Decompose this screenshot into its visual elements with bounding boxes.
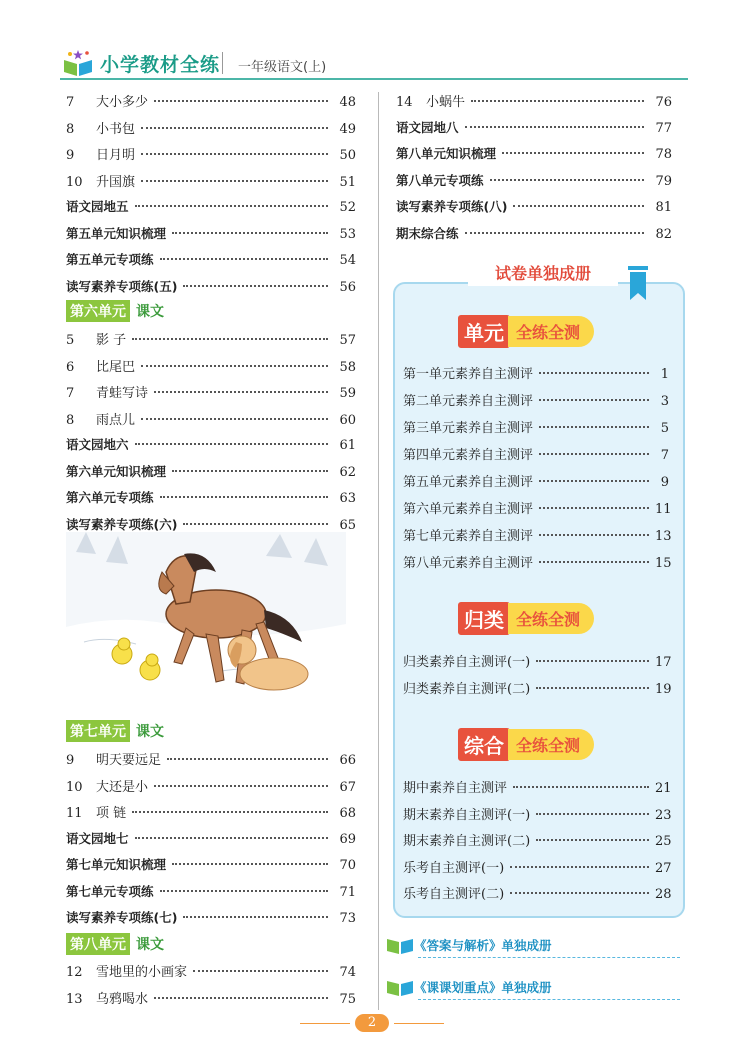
page-number: 2: [355, 1014, 389, 1032]
dot-leader: [154, 391, 328, 393]
dot-leader: [132, 338, 328, 340]
toc-entry: [403, 498, 672, 518]
book-icon: [386, 935, 414, 955]
entry-page: 59: [339, 386, 356, 401]
entry-title: 乐考自主测评(二): [403, 887, 505, 902]
badge-unit-tests: [458, 314, 594, 348]
entry-page: 78: [655, 147, 672, 162]
entry-page: 74: [339, 965, 356, 980]
note-dashed-line: [418, 957, 680, 958]
entry-page: 58: [339, 359, 356, 375]
toc-entry: [66, 802, 356, 822]
entry-page: 69: [339, 831, 356, 847]
entry-title: 第八单元素养自主测评: [403, 556, 534, 571]
entry-number: 11: [66, 806, 83, 821]
toc-entry: [403, 883, 672, 903]
entry-page: 54: [339, 253, 356, 268]
dot-leader: [135, 443, 328, 445]
toc-entry: [403, 651, 672, 671]
toc-entry: [66, 488, 356, 508]
toc-entry: [66, 144, 356, 164]
entry-title: 升国旗: [96, 174, 136, 190]
dot-leader: [167, 758, 328, 760]
entry-title: 期末素养自主测评(二): [403, 834, 531, 849]
dot-leader: [154, 785, 328, 787]
bookmark-icon: [628, 266, 648, 300]
toc-entry: [66, 197, 356, 217]
entry-title: 归类素养自主测评(二): [403, 682, 531, 697]
toc-entry: [403, 390, 669, 410]
dot-leader: [539, 372, 649, 374]
toc-entry: [66, 961, 356, 981]
entry-title: 语文园地八: [396, 119, 459, 135]
badge-main: 归类: [458, 602, 510, 635]
entry-page: 51: [339, 174, 356, 190]
dot-leader: [135, 837, 328, 839]
entry-page: 56: [339, 279, 356, 295]
dot-leader: [160, 890, 328, 892]
entry-page: 76: [655, 95, 672, 110]
entry-page: 61: [339, 438, 356, 453]
entry-page: 11: [655, 502, 672, 517]
entry-title: 小书包: [96, 121, 136, 137]
page-line-right: [394, 1023, 444, 1024]
entry-title: 项 链: [96, 806, 127, 821]
toc-entry: [396, 171, 672, 191]
entry-number: 14: [396, 95, 413, 110]
dot-leader: [536, 660, 649, 662]
entry-title: 读写素养专项练(八): [396, 199, 508, 214]
page-line-left: [300, 1023, 350, 1024]
entry-page: 23: [655, 807, 672, 823]
dot-leader: [510, 866, 649, 868]
column-divider: [378, 92, 379, 1010]
dot-leader: [513, 205, 644, 207]
toc-entry: [66, 988, 356, 1008]
entry-page: 63: [339, 491, 356, 506]
toc-entry: [403, 830, 672, 850]
dot-leader: [141, 418, 328, 420]
entry-page: 17: [655, 655, 672, 670]
toc-entry: [66, 277, 356, 297]
dot-leader: [141, 180, 328, 182]
entry-title: 明天要远足: [96, 753, 162, 768]
dot-leader: [536, 839, 649, 841]
entry-page: 21: [655, 781, 672, 796]
dot-leader: [539, 534, 649, 536]
section-unit-eight: [66, 933, 164, 955]
toc-entry: [66, 749, 356, 769]
entry-page: 25: [655, 834, 672, 849]
entry-page: 71: [339, 884, 356, 900]
note-text: 《课课划重点》单独成册: [414, 980, 552, 995]
badge-main: 单元: [458, 315, 510, 348]
dot-leader: [465, 232, 644, 234]
toc-entry: [403, 678, 672, 698]
dot-leader: [539, 507, 649, 509]
entry-number: 9: [66, 148, 75, 163]
dot-leader: [172, 863, 328, 865]
dot-leader: [172, 470, 328, 472]
toc-entry: [66, 250, 356, 270]
badge-sub: 全练全测: [508, 316, 594, 347]
toc-entry: [66, 776, 356, 796]
entry-page: 57: [339, 333, 356, 348]
entry-number: 8: [66, 121, 75, 137]
entry-page: 62: [339, 464, 356, 480]
entry-number: 9: [66, 753, 75, 768]
entry-title: 期末综合练: [396, 225, 459, 241]
entry-page: 28: [655, 887, 672, 902]
entry-title: 第六单元专项练: [66, 490, 154, 505]
toc-entry: [396, 197, 672, 217]
dot-leader: [490, 179, 644, 181]
entry-page: 67: [339, 779, 356, 795]
entry-title: 雪地里的小画家: [96, 965, 188, 980]
badge-category-tests: [458, 601, 594, 635]
badge-sub: 全练全测: [508, 729, 594, 760]
entry-number: 10: [66, 174, 83, 190]
toc-entry: [66, 462, 356, 482]
toc-entry: [66, 435, 356, 455]
entry-title: 第三单元素养自主测评: [403, 421, 534, 436]
entry-title: 语文园地六: [66, 437, 129, 452]
entry-title: 小蜗牛: [426, 95, 466, 110]
entry-page: 82: [655, 226, 672, 242]
entry-page: 5: [660, 421, 669, 436]
toc-entry: [403, 777, 672, 797]
dot-leader: [183, 285, 328, 287]
entry-title: 第六单元素养自主测评: [403, 502, 534, 517]
toc-entry: [396, 144, 672, 164]
book-subtitle: 一年级语文(上): [238, 60, 327, 75]
toc-entry: [403, 804, 672, 824]
dot-leader: [536, 813, 649, 815]
entry-title: 影 子: [96, 333, 127, 348]
toc-entry: [66, 829, 356, 849]
toc-entry: [403, 857, 672, 877]
entry-title: 期末素养自主测评(一): [403, 807, 531, 823]
entry-title: 第八单元专项练: [396, 172, 484, 188]
toc-entry: [66, 356, 356, 376]
toc-entry: [396, 224, 672, 244]
entry-title: 第四单元素养自主测评: [403, 448, 534, 463]
header-rule: [60, 78, 688, 80]
entry-page: 60: [339, 412, 356, 428]
entry-number: 13: [66, 991, 83, 1007]
dot-leader: [193, 970, 328, 972]
dot-leader: [510, 892, 649, 894]
entry-page: 75: [339, 991, 356, 1007]
entry-title: 雨点儿: [96, 412, 136, 428]
dot-leader: [141, 127, 328, 129]
entry-title: 比尾巴: [96, 359, 136, 375]
badge-final-tests: [458, 727, 594, 761]
entry-page: 13: [655, 529, 672, 544]
answer-booklet-note: [386, 935, 552, 955]
dot-leader: [183, 523, 328, 525]
unit-keyword: 课文: [136, 724, 164, 740]
header-separator: [222, 52, 223, 74]
entry-number: 10: [66, 779, 83, 795]
entry-page: 9: [660, 475, 669, 490]
unit-label: 第七单元: [66, 720, 130, 742]
toc-entry: [66, 171, 356, 191]
entry-title: 读写素养专项练(六): [66, 516, 178, 532]
entry-page: 73: [339, 911, 356, 926]
toc-entry: [403, 525, 672, 545]
entry-title: 读写素养专项练(七): [66, 910, 178, 925]
dot-leader: [539, 480, 649, 482]
entry-page: 68: [339, 806, 356, 821]
brand-title: 小学教材全练: [100, 54, 221, 76]
entry-title: 大小多少: [96, 95, 149, 110]
entry-title: 第二单元素养自主测评: [403, 394, 534, 409]
section-unit-six: [66, 300, 164, 322]
dot-leader: [135, 205, 328, 207]
entry-title: 乌鸦喝水: [96, 991, 149, 1007]
entry-page: 53: [339, 226, 356, 242]
toc-entry: [66, 382, 356, 402]
dot-leader: [465, 126, 644, 128]
entry-title: 第七单元专项练: [66, 883, 154, 899]
dot-leader: [539, 453, 649, 455]
entry-page: 48: [339, 95, 356, 110]
note-dashed-line: [418, 999, 680, 1000]
entry-title: 第六单元知识梳理: [66, 463, 167, 479]
entry-number: 12: [66, 965, 83, 980]
entry-number: 5: [66, 333, 75, 348]
section-unit-seven: [66, 720, 164, 742]
toc-entry: [66, 908, 356, 928]
entry-title: 青蛙写诗: [96, 386, 149, 401]
dot-leader: [539, 561, 649, 563]
entry-page: 1: [660, 367, 669, 382]
entry-page: 49: [339, 121, 356, 137]
entry-number: 8: [66, 412, 75, 428]
entry-page: 70: [339, 858, 356, 873]
dot-leader: [471, 100, 644, 102]
entry-title: 第五单元素养自主测评: [403, 475, 534, 490]
entry-title: 第八单元知识梳理: [396, 146, 497, 161]
entry-page: 50: [339, 148, 356, 163]
entry-number: 7: [66, 386, 75, 401]
entry-title: 读写素养专项练(五): [66, 278, 178, 294]
entry-number: 6: [66, 359, 75, 375]
dot-leader: [160, 258, 328, 260]
toc-entry: [403, 444, 669, 464]
dot-leader: [141, 153, 328, 155]
entry-page: 66: [339, 753, 356, 768]
toc-entry: [403, 363, 669, 383]
toc-entry: [66, 91, 356, 111]
toc-entry: [66, 224, 356, 244]
dot-leader: [539, 426, 649, 428]
entry-title: 第七单元知识梳理: [66, 857, 167, 872]
unit-label: 第八单元: [66, 933, 130, 955]
entry-page: 15: [655, 556, 672, 571]
entry-page: 81: [655, 200, 672, 215]
unit-keyword: 课文: [136, 937, 164, 953]
panel-title: 试卷单独成册: [468, 262, 618, 286]
toc-entry: [66, 882, 356, 902]
unit-label: 第六单元: [66, 300, 130, 322]
dot-leader: [160, 496, 328, 498]
badge-sub: 全练全测: [508, 603, 594, 634]
dot-leader: [154, 997, 328, 999]
horse-puppy-chicks-illustration: [66, 532, 346, 712]
toc-entry: [403, 552, 672, 572]
entry-page: 19: [655, 682, 672, 697]
unit-keyword: 课文: [136, 304, 164, 320]
entry-page: 7: [660, 448, 669, 463]
dot-leader: [141, 365, 328, 367]
entry-title: 归类素养自主测评(一): [403, 655, 531, 670]
dot-leader: [539, 399, 649, 401]
key-points-booklet-note: [386, 977, 552, 997]
toc-entry: [396, 91, 672, 111]
dot-leader: [172, 232, 328, 234]
toc-entry: [396, 118, 672, 138]
entry-page: 65: [339, 517, 356, 533]
entry-title: 语文园地五: [66, 199, 129, 214]
toc-entry: [403, 471, 669, 491]
entry-page: 27: [655, 860, 672, 876]
entry-title: 第一单元素养自主测评: [403, 367, 534, 382]
toc-entry: [66, 118, 356, 138]
entry-number: 7: [66, 95, 75, 110]
dot-leader: [132, 811, 328, 813]
book-icon: [386, 977, 414, 997]
note-text: 《答案与解析》单独成册: [414, 938, 552, 953]
toc-entry: [66, 329, 356, 349]
entry-title: 第五单元专项练: [66, 252, 154, 267]
dot-leader: [502, 152, 644, 154]
entry-title: 大还是小: [96, 779, 149, 795]
entry-title: 语文园地七: [66, 830, 129, 846]
toc-entry: [403, 417, 669, 437]
dot-leader: [513, 786, 649, 788]
entry-title: 日月明: [96, 148, 136, 163]
badge-main: 综合: [458, 728, 510, 761]
entry-page: 79: [655, 173, 672, 189]
entry-page: 52: [339, 200, 356, 215]
book-logo-icon: [62, 46, 94, 78]
dot-leader: [536, 687, 649, 689]
toc-entry: [66, 855, 356, 875]
dot-leader: [154, 100, 328, 102]
toc-entry: [66, 409, 356, 429]
entry-title: 第五单元知识梳理: [66, 225, 167, 241]
entry-title: 期中素养自主测评: [403, 781, 508, 796]
entry-title: 乐考自主测评(一): [403, 860, 505, 876]
entry-page: 77: [655, 120, 672, 136]
entry-title: 第七单元素养自主测评: [403, 529, 534, 544]
entry-page: 3: [660, 394, 669, 409]
dot-leader: [183, 916, 328, 918]
